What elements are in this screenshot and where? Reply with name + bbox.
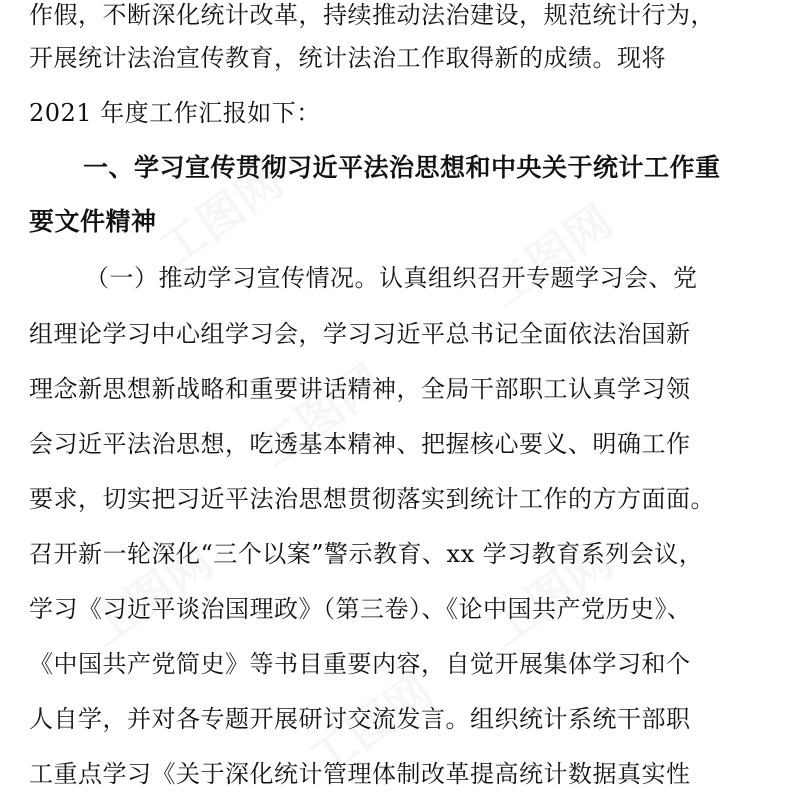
watermark-2: 工图网 <box>478 193 623 318</box>
text-line: 学习《习近平谈治国理政》（第三卷）、《论中国共产党历史》、 <box>29 595 692 623</box>
section-heading: 要文件精神 <box>29 207 157 236</box>
text-line: 理念新思想新战略和重要讲话精神，全局干部职工认真学习领 <box>29 375 691 403</box>
section-heading: 一、学习宣传贯彻习近平法治思想和中央关于统计工作重 <box>83 153 721 182</box>
text-line: 要求，切实把习近平法治思想贯彻落实到统计工作的方方面面。 <box>29 485 715 513</box>
watermark-3: 工图网 <box>248 353 393 478</box>
watermark-5: 工图网 <box>478 533 623 658</box>
text-line: （一）推动学习宣传情况。认真组织召开专题学习会、党 <box>85 264 698 292</box>
text-line: 2021 年度工作汇报如下： <box>29 99 321 127</box>
text-line: 会习近平法治思想，吃透基本精神、把握核心要义、明确工作 <box>29 430 691 458</box>
watermark-6: 工图网 <box>298 663 443 788</box>
watermark-1: 工图网 <box>148 153 293 278</box>
text-line: 作假，不断深化统计改革，持续推动法治建设，规范统计行为， <box>29 1 715 29</box>
text-line: 人自学，并对各专题开展研讨交流发言。组织统计系统干部职 <box>29 705 691 733</box>
text-line: 工重点学习《关于深化统计管理体制改革提高统计数据真实性 <box>29 760 691 788</box>
text-line: 组理论学习中心组学习会，学习习近平总书记全面依法治国新 <box>29 320 691 348</box>
text-line: 开展统计法治宣传教育，统计法治工作取得新的成绩。现将 <box>29 44 666 72</box>
text-line: 召开新一轮深化“三个以案”警示教育、xx 学习教育系列会议， <box>29 540 704 568</box>
text-line: 《中国共产党简史》等书目重要内容，自觉开展集体学习和个 <box>29 650 691 678</box>
watermark-4: 工图网 <box>78 533 223 658</box>
